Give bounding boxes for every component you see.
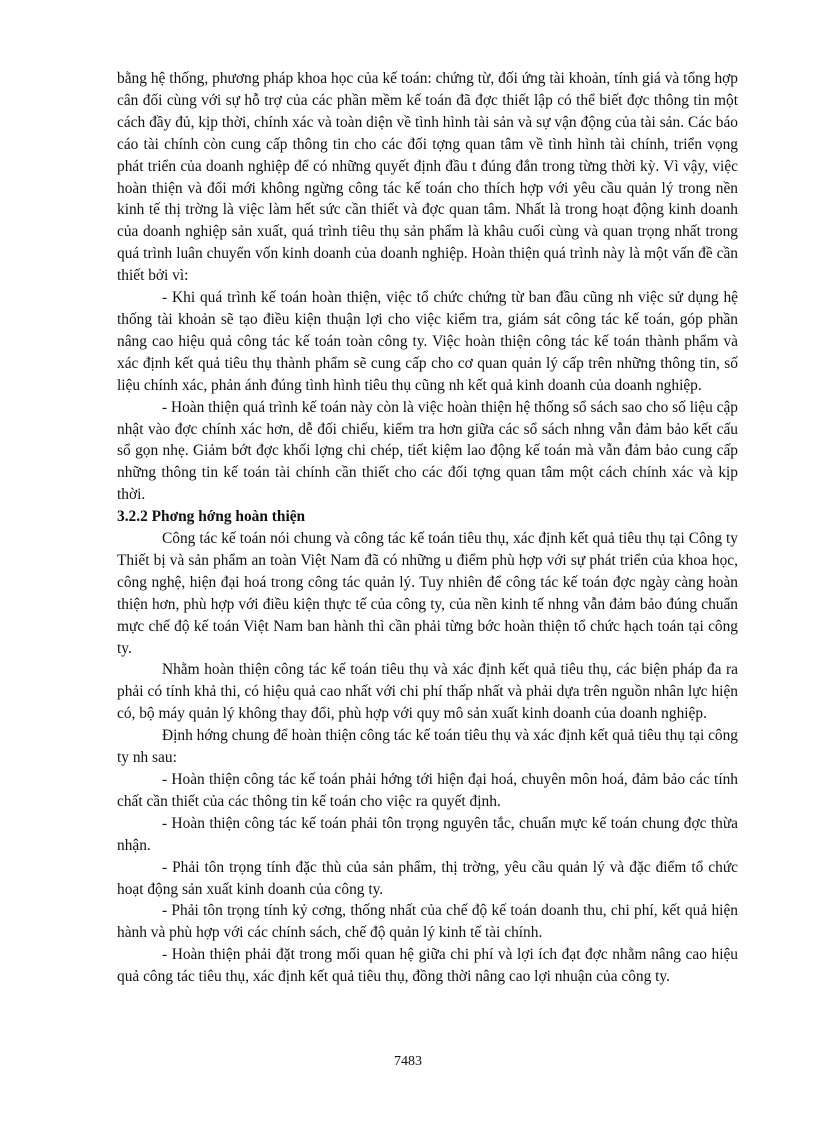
paragraph-bullet-1: - Khi quá trình kế toán hoàn thiện, việc tổ chức chứng từ ban đầu cũng nh việc sử dụng hệ thống tài khoản sẽ tạo điều kiện thuận lợi cho việc kiểm tra, giám sát công tác kế toán, góp phần nâng cao hiệu quả công tác kế toán toàn công ty. Việc hoàn thiện công tác kế toán thành phẩm và xác định kết quả tiêu thụ thành phẩm sẽ cung cấp cho cơ quan quản lý cấp trên những thông tin, số liệu chính xác, phản ánh đúng tình hình tiêu thụ cũng nh kết quả kinh doanh của doanh nghiệp.	[117, 289, 738, 394]
list-item-1: - Hoàn thiện công tác kế toán phải hớng tới hiện đại hoá, chuyên môn hoá, đảm bảo các tính chất cần thiết của các thông tin kế toán cho việc ra quyết định.	[117, 771, 738, 810]
document-page	[117, 68, 738, 988]
paragraph-intro: bằng hệ thống, phương pháp khoa học của kế toán: chứng từ, đối ứng tài khoản, tính giá và tổng hợp cân đối cùng với sự hỗ trợ của các phần mềm kế toán đã đợc thiết lập có thể biết đợc thông tin một cách đầy đủ, kịp thời, chính xác và toàn diện về tình hình tài sản và sự vận động của tài sản. Các báo cáo tài chính còn cung cấp thông tin cho các đối tợng quan tâm về tình hình tài chính, triển vọng phát triển của doanh nghiệp để có những quyết định đầu t đúng đắn trong từng thời kỳ. Vì vậy, việc hoàn thiện và đổi mới không ngừng công tác kế toán cho thích hợp với yêu cầu quản lý trong nền kinh tế thị trờng là việc làm hết sức cần thiết và đợc quan tâm. Nhất là trong hoạt động kinh doanh của doanh nghiệp sản xuất, quá trình tiêu thụ sản phẩm là khâu cuối cùng và quan trọng nhất trong quá trình luân chuyển vốn kinh doanh của doanh nghiệp. Hoàn thiện quá trình này là một vấn đề cần thiết bởi vì:	[117, 70, 738, 285]
section-heading: 3.2.2 Phơng hớng hoàn thiện	[117, 508, 306, 526]
paragraph-section-1: Công tác kế toán nói chung và công tác kế toán tiêu thụ, xác định kết quả tiêu thụ tại Công ty Thiết bị và sản phẩm an toàn Việt Nam đã có những u điểm phù hợp với sự phát triển của khoa học, công nghệ, hiện đại hoá trong công tác quản lý. Tuy nhiên để công tác kế toán đợc ngày càng hoàn thiện hơn, phù hợp với điều kiện thực tế của công ty, của nền kinh tế nhng vẫn đảm bảo đúng chuẩn mực chế độ kế toán Việt Nam ban hành thì cần phải từng bớc hoàn thiện tổ chức hạch toán tại công ty.	[117, 530, 738, 657]
list-item-2: - Hoàn thiện công tác kế toán phải tôn trọng nguyên tắc, chuẩn mực kế toán chung đợc thừa nhận.	[117, 814, 738, 854]
page-number: 7483	[394, 1054, 422, 1069]
list-item-4: - Phải tôn trọng tính kỷ cơng, thống nhất của chế độ kế toán doanh thu, chi phí, kết quả hiện hành và phù hợp với các chính sách, chế độ quản lý kinh tế tài chính.	[117, 902, 738, 942]
list-item-3: - Phải tôn trọng tính đặc thù của sản phẩm, thị trờng, yêu cầu quản lý và đặc điểm tổ chức hoạt động sản xuất kinh doanh của công ty.	[117, 858, 738, 898]
paragraph-bullet-2: - Hoàn thiện quá trình kế toán này còn là việc hoàn thiện hệ thống sổ sách sao cho số liệu cập nhật vào đợc chính xác hơn, dễ đối chiếu, kiểm tra hơn giữa các sổ sách nhng vẫn đảm bảo kết cấu sổ gọn nhẹ. Giảm bớt đợc khối lợng chi chép, tiết kiệm lao động kế toán mà vẫn đảm bảo cung cấp những thông tin kế toán tài chính cần thiết cho các đối tợng quan tâm một cách chính xác và kịp thời.	[117, 398, 738, 504]
list-item-5: - Hoàn thiện phải đặt trong mối quan hệ giữa chi phí và lợi ích đạt đợc nhằm nâng cao hiệu quả công tác tiêu thụ, xác định kết quả tiêu thụ, đồng thời nâng cao lợi nhuận của công ty.	[117, 946, 738, 986]
paragraph-section-2: Nhằm hoàn thiện công tác kế toán tiêu thụ và xác định kết quả tiêu thụ, các biện pháp đa ra phải có tính khả thi, có hiệu quả cao nhất với chi phí thấp nhất và phải dựa trên nguồn nhân lực hiện có, bộ máy quản lý không thay đổi, phù hợp với quy mô sản xuất kinh doanh của doanh nghiệp.	[117, 661, 738, 723]
paragraph-orientation: Định hớng chung để hoàn thiện công tác kế toán tiêu thụ và xác định kết quả tiêu thụ tại công ty nh sau:	[117, 727, 738, 767]
